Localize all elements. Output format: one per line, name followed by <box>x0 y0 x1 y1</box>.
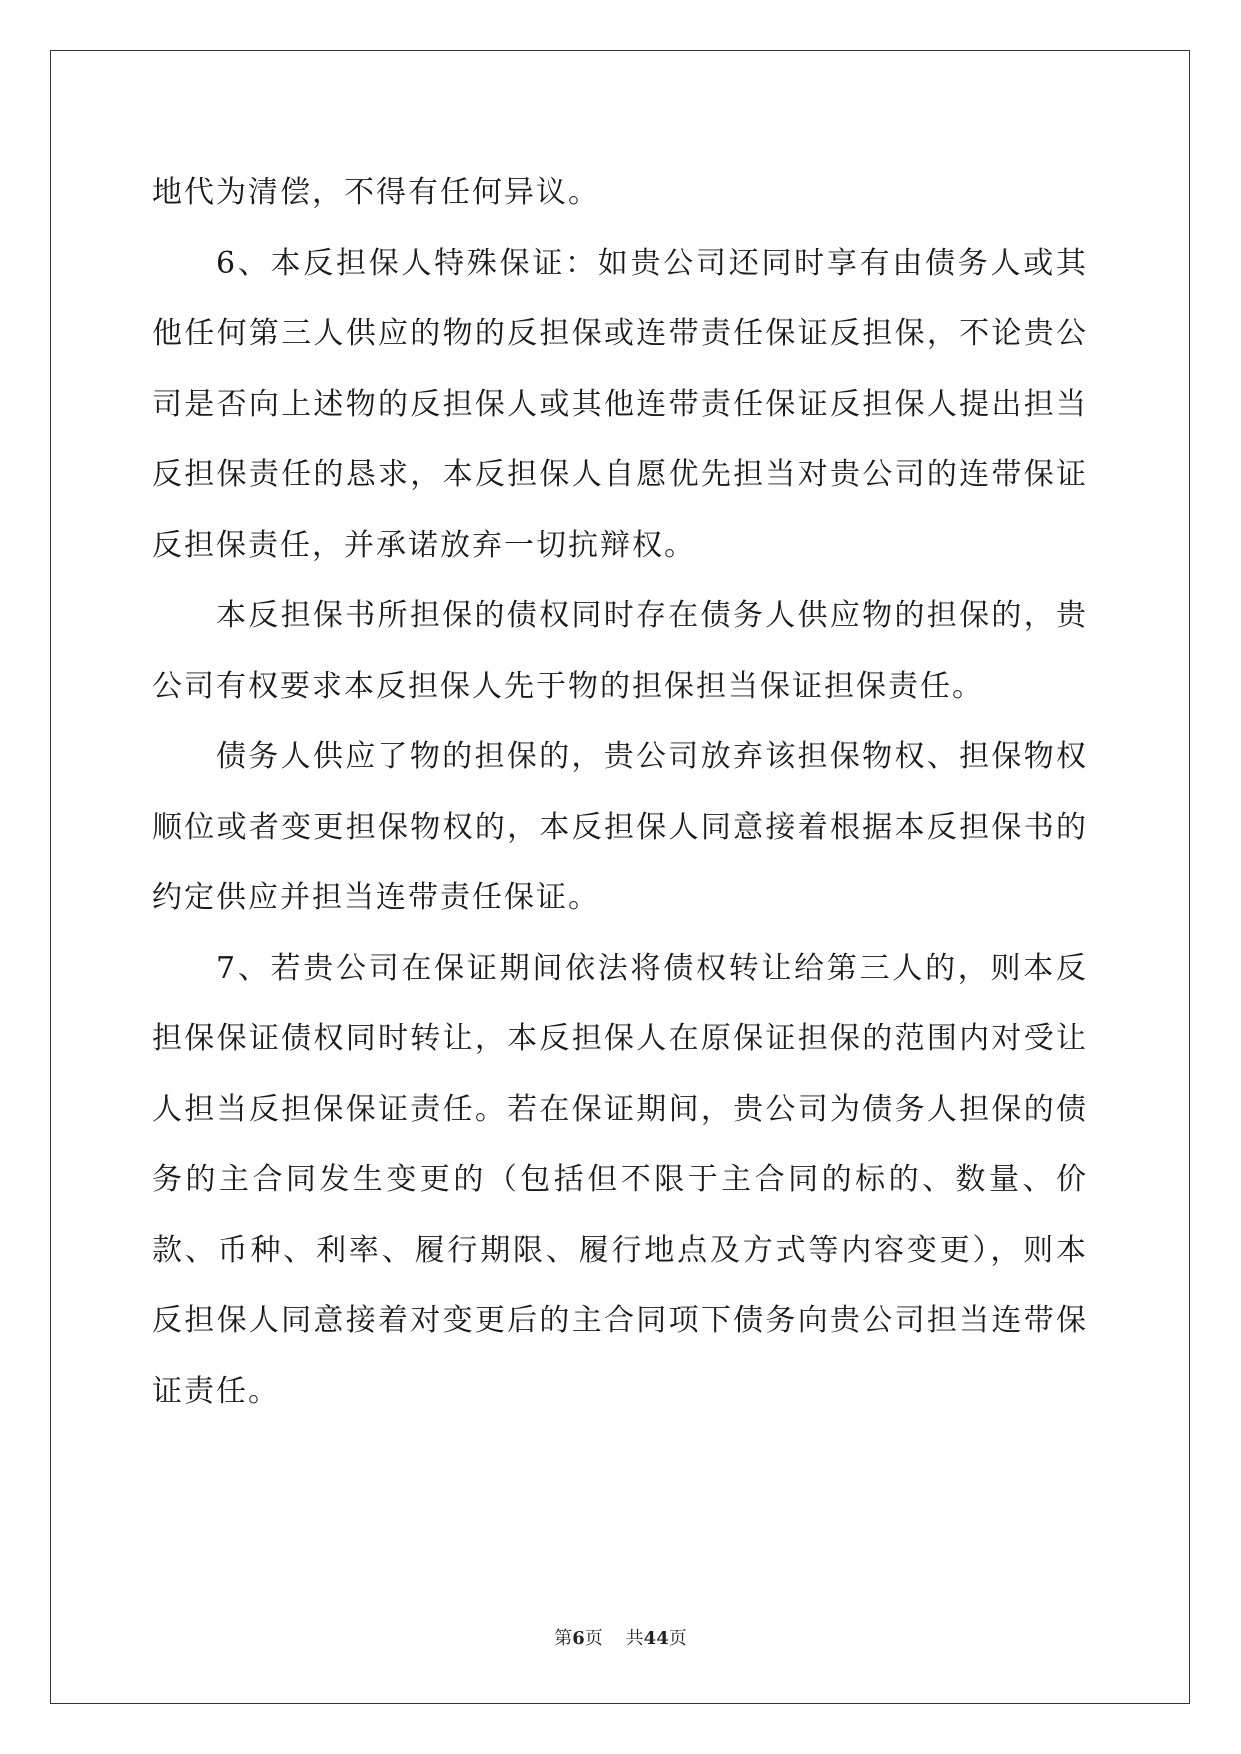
paragraph-clause-6: 6、本反担保人特殊保证：如贵公司还同时享有由债务人或其他任何第三人供应的物的反担保或连带责任保证反担保，不论贵公司是否向上述物的反担保人或其他连带责任保证反担保人提出担当反担保责任的恳求，本反担保人自愿优先担当对贵公司的连带保证反担保责任，并承诺放弃一切抗辩权。 <box>152 245 1088 563</box>
page-suffix: 页 <box>584 1628 603 1649</box>
page-footer <box>0 1627 1241 1651</box>
paragraph-creditor-rights: 本反担保书所担保的债权同时存在债务人供应物的担保的，贵公司有权要求本反担保人先于物的担保担当保证担保责任。 <box>152 598 1088 704</box>
paragraph-continuation: 地代为清偿，不得有任何异议。 <box>152 175 600 210</box>
paragraph-collateral-waiver: 债务人供应了物的担保的，贵公司放弃该担保物权、担保物权顺位或者变更担保物权的，本反担保人同意接着根据本反担保书的约定供应并担当连带责任保证。 <box>152 739 1088 915</box>
total-pages: 44 <box>643 1628 669 1649</box>
total-prefix: 共 <box>625 1628 644 1649</box>
document-body <box>152 158 1088 1427</box>
page-number: 6 <box>572 1628 585 1649</box>
page-prefix: 第 <box>554 1628 573 1649</box>
total-suffix: 页 <box>668 1628 687 1649</box>
paragraph-clause-7: 7、若贵公司在保证期间依法将债权转让给第三人的，则本反担保保证债权同时转让，本反担保人在原保证担保的范围内对受让人担当反担保保证责任。若在保证期间，贵公司为债务人担保的债务的主合同发生变更的（包括但不限于主合同的标的、数量、价款、币种、利率、履行期限、履行地点及方式等内容变更），则本反担保人同意接着对变更后的主合同项下债务向贵公司担当连带保证责任。 <box>152 950 1088 1409</box>
